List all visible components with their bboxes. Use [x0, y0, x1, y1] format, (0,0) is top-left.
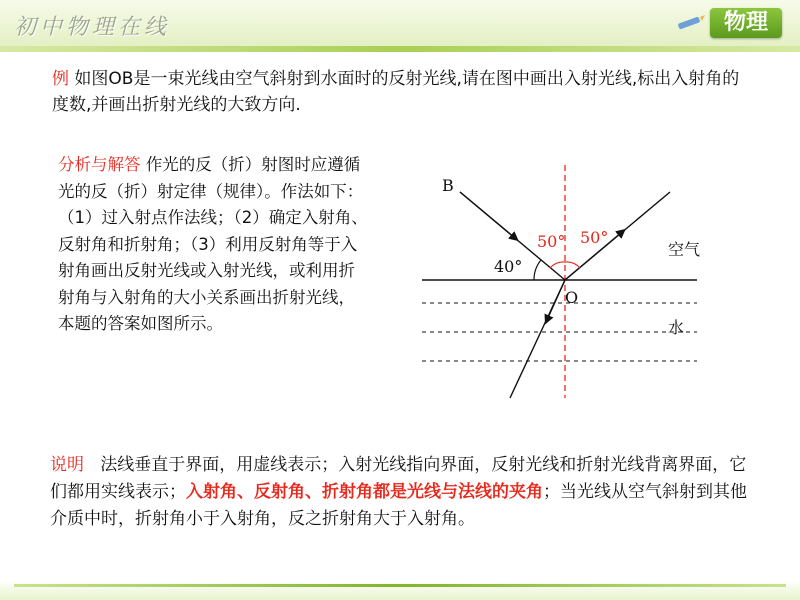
optics-diagram — [410, 160, 720, 405]
note-highlight: 入射角、反射角、折射角都是光线与法线的夹角 — [186, 482, 543, 502]
refracted-arrow — [547, 280, 565, 320]
note-text-after: ；当光线从空气斜射到其他介质中时，折射角小于入射角，反之折射角大于入射角。 — [50, 482, 747, 529]
example-paragraph — [52, 66, 752, 118]
example-text: 如图OB是一束光线由空气斜射到水面时的反射光线,请在图中画出入射光线,标出入射角的度数,并画出折射光线的大致方向. — [52, 69, 740, 115]
site-title: 初中物理在线 — [14, 15, 171, 40]
label-angle-40: 40° — [494, 257, 523, 276]
incident-angle-arc — [550, 262, 565, 268]
header-bar — [0, 0, 800, 48]
note-text-before: 法线垂直于界面，用虚线表示；入射光线指向界面，反射光线和折射光线背离界面，它们都用实线表示； — [50, 455, 747, 502]
label-o: O — [565, 288, 579, 307]
label-water: 水 — [668, 318, 685, 337]
analysis-label: 分析与解答 — [58, 155, 141, 174]
incident-arrow — [460, 192, 515, 238]
pencil-icon — [676, 12, 706, 34]
label-angle-incident: 50° — [537, 232, 566, 251]
note-label: 说明 — [50, 455, 84, 475]
subject-badge: 物理 — [710, 8, 782, 38]
footer-divider — [14, 584, 786, 587]
analysis-paragraph — [58, 152, 368, 338]
surface-angle-arc — [534, 260, 541, 280]
footer-band — [0, 580, 800, 600]
reflect-angle-arc — [565, 262, 580, 268]
note-paragraph — [50, 452, 750, 533]
header-divider — [0, 46, 800, 52]
label-b: B — [442, 176, 454, 195]
label-air: 空气 — [668, 240, 701, 259]
analysis-text: 作光的反（折）射图时应遵循光的反（折）射定律（规律）。作法如下：（1）过入射点作法线；（2）确定入射角、反射角和折射角；（3）利用反射角等于入射角画出反射光线或入射光线，或利用折射角与入射角的大小关系画出折射光线，本题的答案如图所示。 — [58, 155, 368, 333]
label-angle-reflect: 50° — [580, 228, 609, 247]
example-label: 例 — [52, 69, 69, 89]
